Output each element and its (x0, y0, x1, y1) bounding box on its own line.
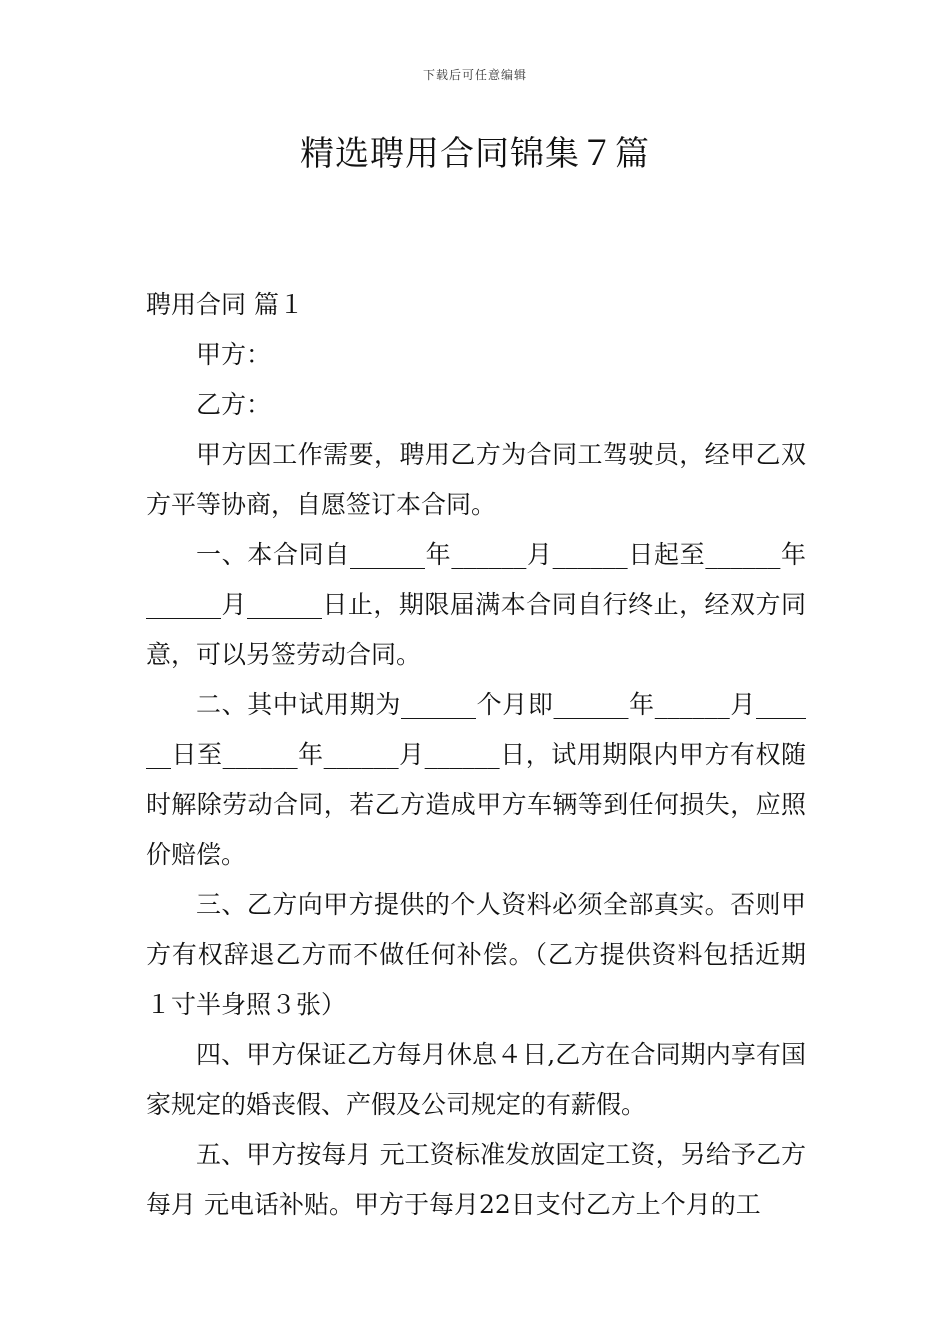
header-note: 下载后可任意编辑 (422, 68, 527, 82)
clause-5-paragraph: 五、甲方按每月 元工资标准发放固定工资，另给予乙方每月 元电话补贴。甲方于每月22日支付乙方上个月的工 (146, 1140, 806, 1219)
document-title: 精选聘用合同锦集７篇 (300, 134, 650, 174)
section-heading: 聘用合同 篇１ (146, 290, 304, 319)
party-a-line: 甲方： (196, 340, 272, 369)
clause-2-paragraph: 二、其中试用期为______个月即______年______月______日至______年______月______日，试用期限内甲方有权随时解除劳动合同，若乙方造成甲方车辆等到任何损失，应照价赔偿。 (146, 690, 806, 869)
document-body (146, 280, 806, 1230)
preamble-paragraph: 甲方因工作需要，聘用乙方为合同工驾驶员，经甲乙双方平等协商，自愿签订本合同。 (146, 440, 806, 519)
clause-4-paragraph: 四、甲方保证乙方每月休息４日,乙方在合同期内享有国家规定的婚丧假、产假及公司规定的有薪假。 (146, 1040, 806, 1119)
party-b-line: 乙方： (196, 390, 272, 419)
clause-3-paragraph: 三、乙方向甲方提供的个人资料必须全部真实。否则甲方有权辞退乙方而不做任何补偿。（乙方提供资料包括近期１寸半身照３张） (146, 890, 806, 1019)
clause-1-paragraph: 一、本合同自______年______月______日起至______年______月______日止，期限届满本合同自行终止，经双方同意，可以另签劳动合同。 (146, 540, 806, 669)
